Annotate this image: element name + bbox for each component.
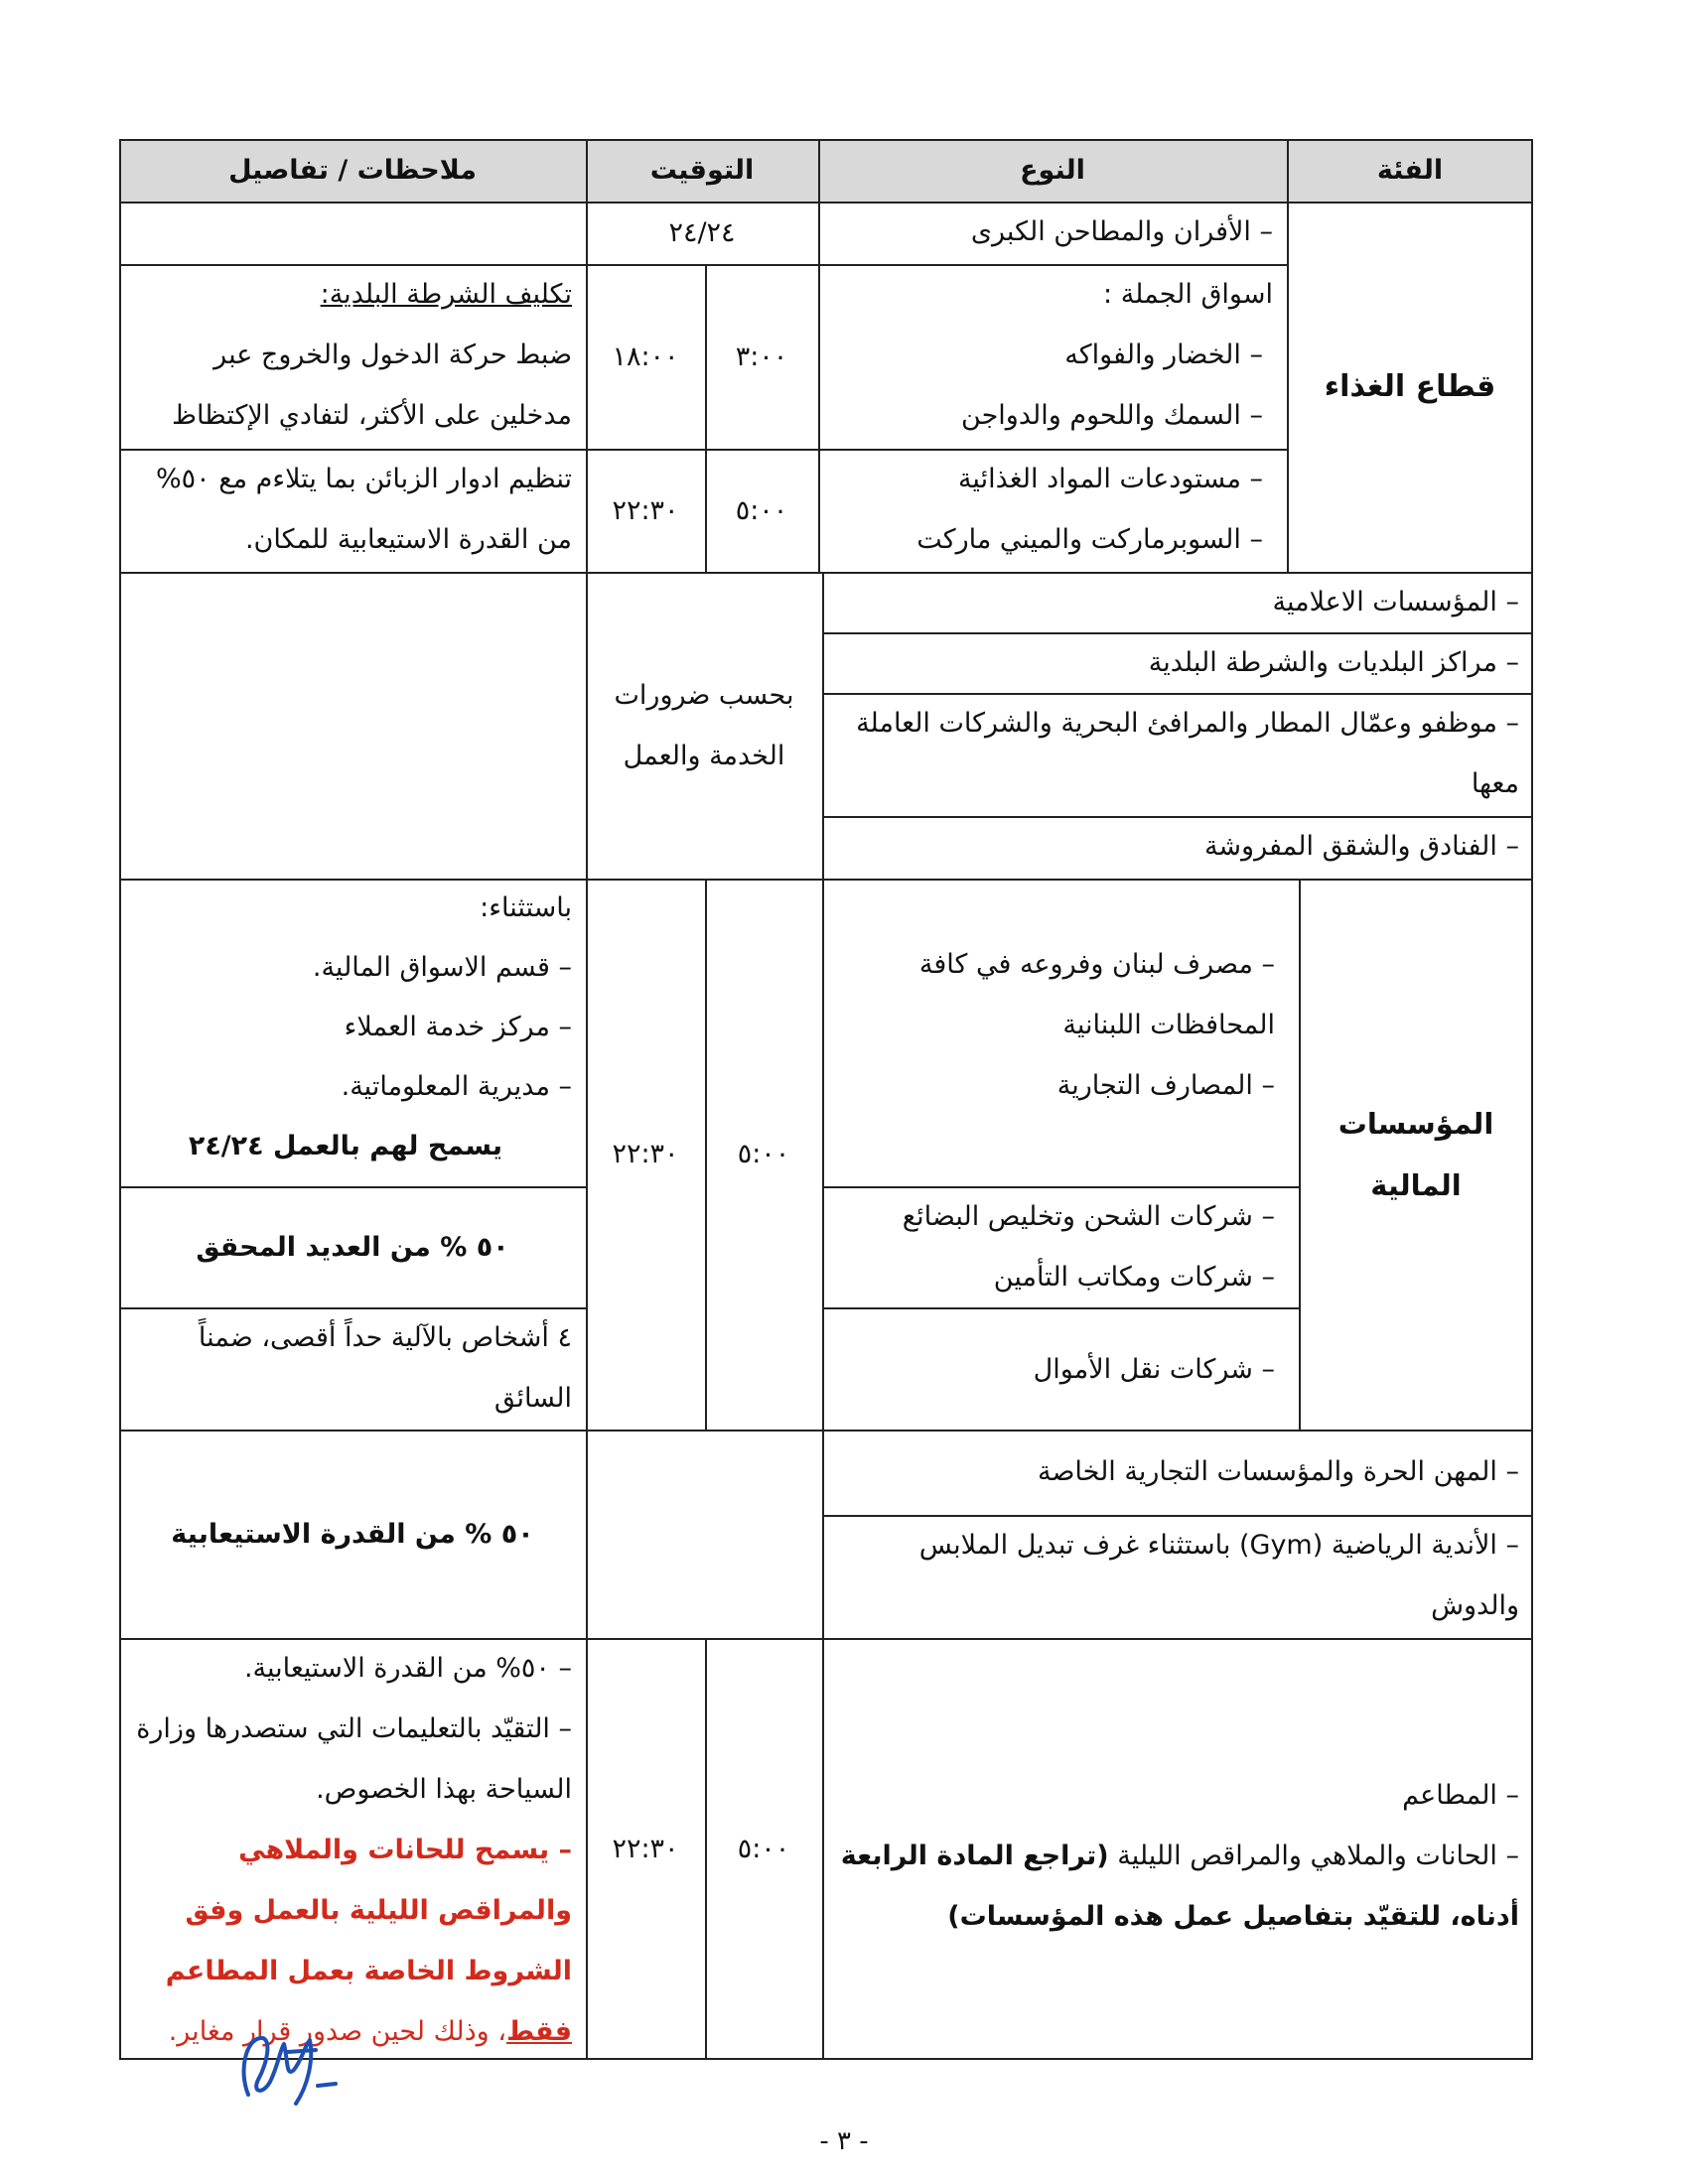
- bars-item-text: – الحانات والملاهي والمراقص الليلية: [1117, 1841, 1519, 1871]
- finance-from: ٥:٠٠: [737, 1139, 790, 1169]
- finance-shipping: [822, 1186, 1299, 1307]
- shipping-item: – شركات ومكاتب التأمين: [993, 1262, 1275, 1293]
- schedule-table: [119, 139, 1533, 2060]
- service-item-hotels: – الفنادق والشقق المفروشة: [1203, 831, 1519, 862]
- food-wholesale: [818, 264, 1287, 449]
- finance-category-line1: المؤسسات: [1337, 1106, 1494, 1141]
- professions-timing-empty: [586, 1430, 822, 1638]
- food-bakeries: [818, 202, 1287, 264]
- wholesale-notes: [119, 264, 586, 449]
- services-notes-empty: [119, 572, 586, 879]
- restaurants-red-note: [133, 1820, 572, 2060]
- header-timing: التوقيت: [586, 139, 818, 202]
- finance-banks: [822, 879, 1299, 1186]
- bank-notes-title: باستثناء:: [480, 892, 572, 923]
- food-warehouses: [818, 449, 1287, 572]
- wholesale-notes-body: ضبط حركة الدخول والخروج عبر مدخلين على الأكثر، لتفادي الإكتظاظ: [171, 340, 572, 431]
- red-note-emph: فقط: [505, 2016, 572, 2047]
- red-note-after: ، وذلك لحين صدور قرار مغاير.: [168, 2016, 506, 2047]
- profession-item-gym: – الأندية الرياضية (Gym) باستثناء غرف تبديل الملابس والدوش: [918, 1530, 1519, 1621]
- header-notes: ملاحظات / تفاصيل: [119, 139, 586, 202]
- restaurants-notes-item: – التقيّد بالتعليمات التي ستصدرها وزارة السياحة بهذا الخصوص.: [136, 1713, 572, 1805]
- restaurant-item: – المطاعم: [1402, 1780, 1519, 1811]
- wholesale-notes-title: [133, 264, 572, 325]
- wholesale-to: ١٨:٠٠: [612, 341, 679, 372]
- services-timing: بحسب ضرورات الخدمة والعمل: [614, 679, 794, 771]
- restaurants-to: ٢٢:٣٠: [612, 1834, 679, 1864]
- profession-item-liberal: – المهن الحرة والمؤسسات التجارية الخاصة: [1038, 1456, 1519, 1487]
- bank-item: – مصرف لبنان وفروعه في كافة المحافظات اللبنانية: [918, 949, 1275, 1040]
- service-item-media: – المؤسسات الاعلامية: [1272, 587, 1519, 617]
- restaurants-from: ٥:٠٠: [737, 1834, 790, 1864]
- bars-item-bold: (تراجع المادة الرابعة أدناه، للتقيّد بتفاصيل عمل هذه المؤسسات): [840, 1841, 1519, 1932]
- wholesale-title: اسواق الجملة :: [1103, 279, 1273, 310]
- bank-notes-item: – مركز خدمة العملاء: [344, 1012, 572, 1042]
- warehouse-from: ٥:٠٠: [735, 494, 788, 526]
- header-category: الفئة: [1287, 139, 1533, 202]
- bakeries-time: ٢٤/٢٤: [668, 217, 736, 248]
- professions-notes: ٥٠ % من القدرة الاستيعابية: [171, 1518, 534, 1550]
- shipping-notes: ٥٠ % من العديد المحقق: [196, 1231, 509, 1263]
- bank-notes-item: – قسم الاسواق المالية.: [312, 952, 572, 983]
- page-number: - ٣ -: [819, 2126, 869, 2156]
- bank-notes-bold: يسمح لهم بالعمل ٢٤/٢٤: [188, 1131, 502, 1161]
- transfer-notes: ٤ أشخاص بالآلية حداً أقصى، ضمناً السائق: [198, 1322, 572, 1414]
- warehouse-to: ٢٢:٣٠: [612, 494, 679, 526]
- wholesale-item: – الخضار والفواكه: [1064, 340, 1263, 370]
- red-note-before: – يسمح للحانات والملاهي والمراقص الليلية بالعمل وفق الشروط الخاصة بعمل المطاعم: [165, 1835, 572, 1986]
- bank-item: – المصارف التجارية: [1056, 1070, 1275, 1101]
- category-finance: [1299, 879, 1533, 1430]
- warehouse-item: – السوبرماركت والميني ماركت: [916, 524, 1263, 555]
- restaurants-types: [822, 1638, 1533, 2060]
- service-item-airport: – موظفو وعمّال المطار والمرافئ البحرية والشركات العاملة معها: [856, 708, 1519, 799]
- restaurants-notes: [119, 1638, 586, 2060]
- signature-mark: [218, 2000, 348, 2119]
- bank-notes: [119, 879, 586, 1186]
- category-food: قطاع الغذاء: [1324, 369, 1496, 404]
- warehouse-notes: تنظيم ادوار الزبائن بما يتلاءم مع ٥٠% من القدرة الاستيعابية للمكان.: [155, 464, 572, 555]
- shipping-item: – شركات الشحن وتخليص البضائع: [902, 1201, 1275, 1232]
- bars-item: [836, 1826, 1519, 1947]
- wholesale-notes-title-text: تكليف الشرطة البلدية:: [320, 279, 572, 310]
- service-item-municipality: – مراكز البلديات والشرطة البلدية: [1148, 647, 1519, 678]
- wholesale-item: – السمك واللحوم والدواجن: [961, 400, 1263, 431]
- finance-to: ٢٢:٣٠: [612, 1139, 679, 1169]
- bakeries-label: – الأفران والمطاحن الكبرى: [970, 216, 1273, 247]
- restaurants-notes-item: – ٥٠% من القدرة الاستيعابية.: [243, 1653, 572, 1684]
- wholesale-from: ٣:٠٠: [735, 341, 788, 372]
- finance-transfer: – شركات نقل الأموال: [1033, 1354, 1275, 1385]
- header-type: النوع: [818, 139, 1287, 202]
- finance-category-line2: المالية: [1370, 1167, 1462, 1202]
- bank-notes-item: – مديرية المعلوماتية.: [341, 1071, 572, 1102]
- warehouse-item: – مستودعات المواد الغذائية: [957, 464, 1263, 494]
